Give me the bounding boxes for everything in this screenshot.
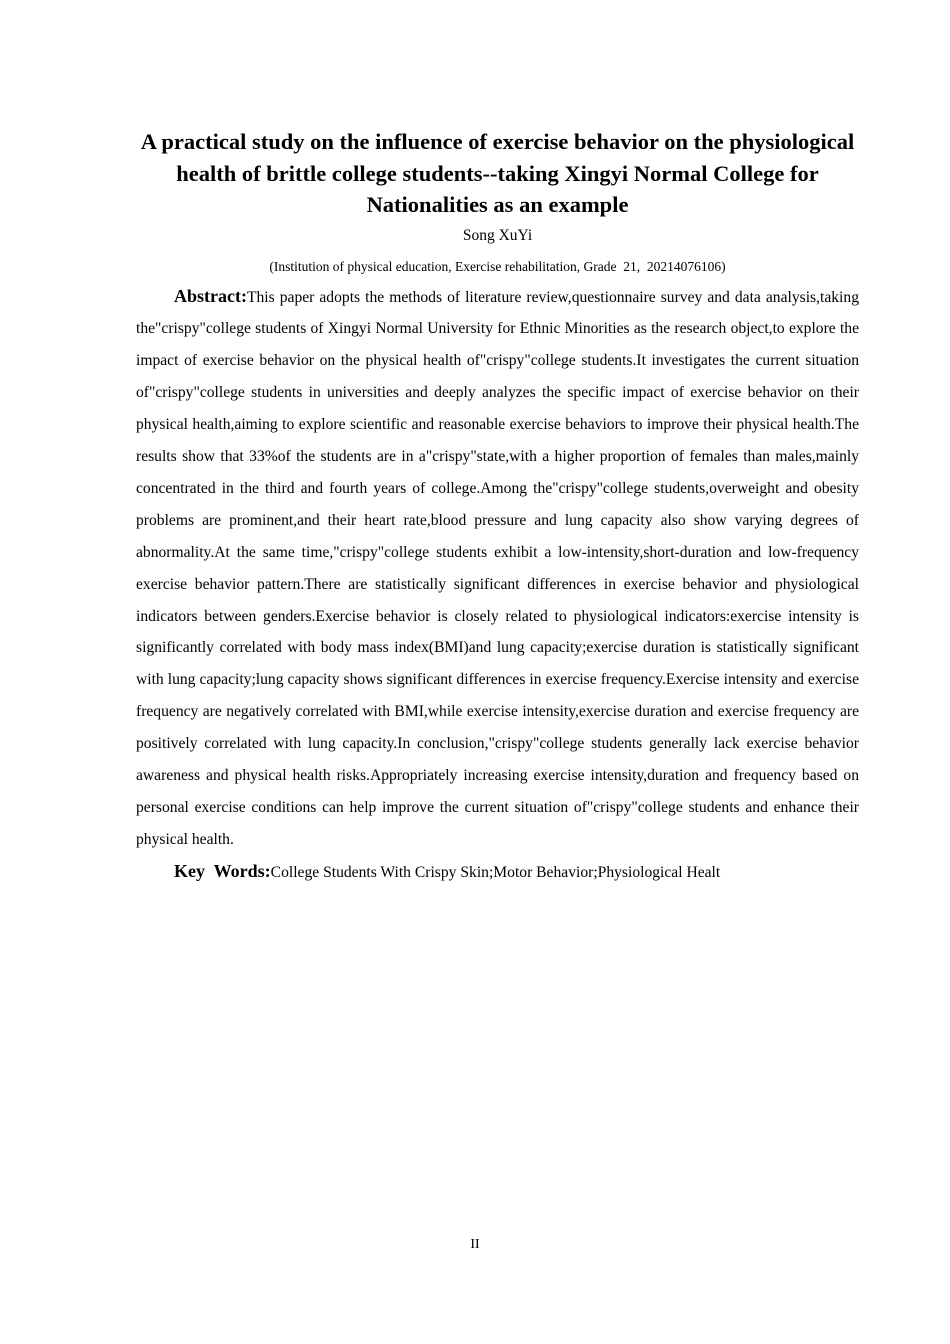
paper-title: A practical study on the influence of exercise behavior on the physiological health of brittle college students--taking Xingyi Normal College for Nationalities as an example	[140, 129, 855, 217]
abstract-label: Abstract:	[174, 285, 247, 306]
keywords-paragraph	[136, 856, 859, 889]
author-affiliation: (Institution of physical education, Exercise rehabilitation, Grade 21, 20214076106)	[269, 258, 726, 274]
author-name: Song XuYi	[462, 226, 533, 244]
abstract-text: This paper adopts the methods of literature review,questionnaire survey and data analysis,taking the"crispy"college students of Xingyi Normal University for Ethnic Minorities as the research object,to explore the impact of exercise behavior on the physical health of"crispy"college students.It investigates the current situation of"crispy"college students in universities and deeply analyzes the specific impact of exercise behavior on their physical health,aiming to explore scientific and reasonable exercise behaviors to improve their physical health.The results show that 33%of the students are in a"crispy"state,with a higher proportion of females than males,mainly concentrated in the third and fourth years of college.Among the"crispy"college students,overweight and obesity problems are prominent,and their heart rate,blood pressure and lung capacity also show varying degrees of abnormality.At the same time,"crispy"college students exhibit a low-intensity,short-duration and low-frequency exercise behavior pattern.There are statistically significant differences in exercise behavior and physiological indicators between genders.Exercise behavior is closely related to physiological indicators:exercise intensity is significantly correlated with body mass index(BMI)and lung capacity;exercise duration is statistically significant with lung capacity;lung capacity shows significant differences in exercise frequency.Exercise intensity and exercise frequency are negatively correlated with BMI,while exercise intensity,exercise duration and exercise frequency are positively correlated with lung capacity.In conclusion,"crispy"college students generally lack exercise behavior awareness and physical health risks.Appropriately increasing exercise intensity,duration and frequency based on personal exercise conditions can help improve the current situation of"crispy"college students and enhance their physical health.	[136, 288, 859, 848]
keywords-label: Key Words:	[174, 860, 271, 881]
keywords-text: College Students With Crispy Skin;Motor Behavior;Physiological Healt	[270, 863, 721, 881]
page-number: II	[470, 1237, 480, 1252]
abstract-paragraph	[136, 281, 859, 856]
paper-page	[136, 126, 859, 904]
